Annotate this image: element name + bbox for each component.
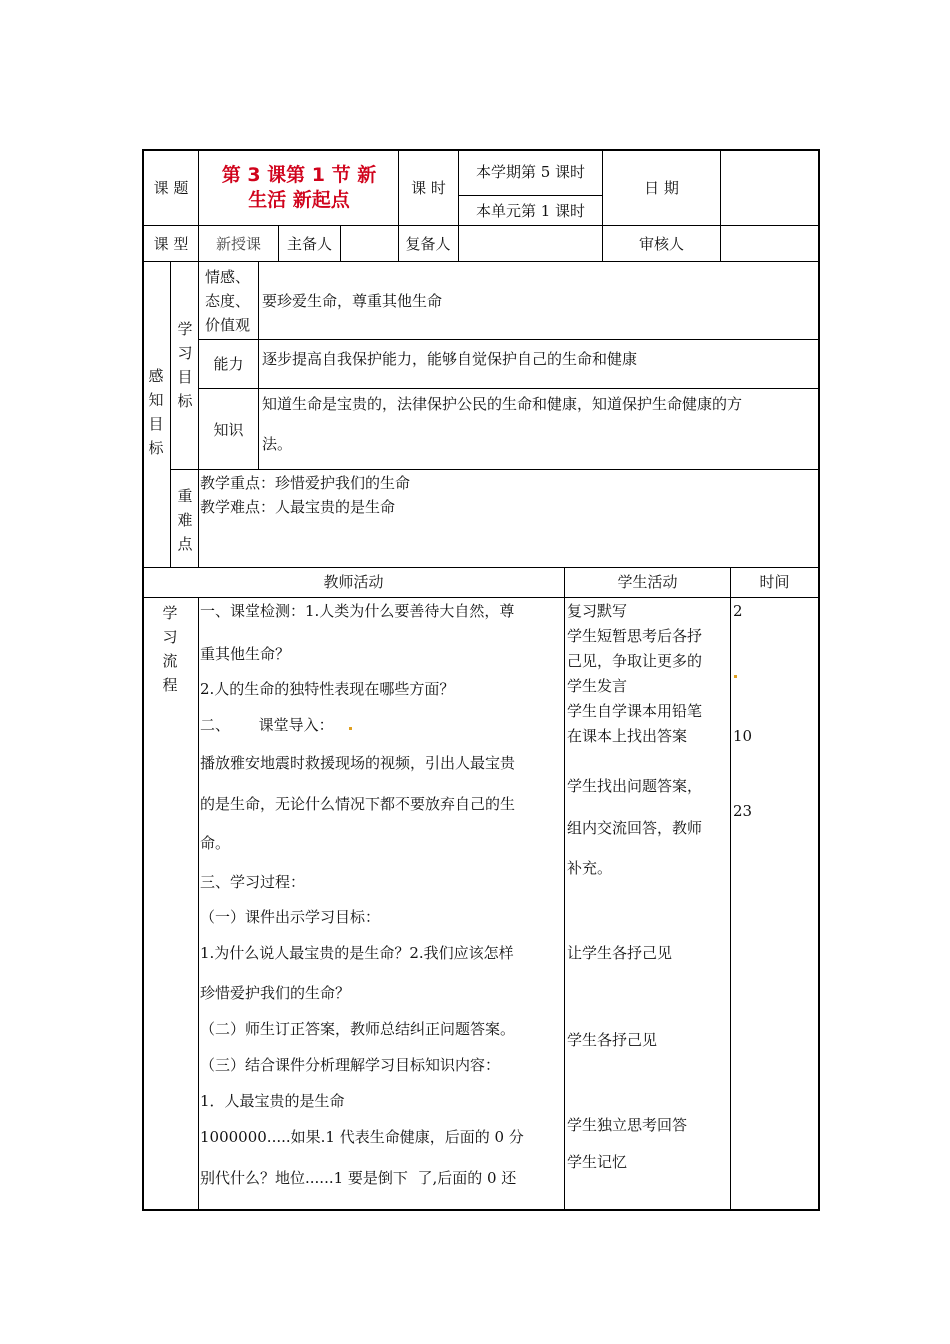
teacher-line: 播放雅安地震时救援现场的视频，引出人最宝贵 — [200, 754, 516, 772]
vline — [730, 567, 731, 1210]
teacher-line: 1．人最宝贵的是生命 — [200, 1092, 345, 1110]
vline — [198, 261, 199, 567]
type-value: 新授课 — [215, 235, 261, 253]
teacher-line: 命。 — [200, 834, 231, 852]
header-row-divider — [142, 225, 820, 226]
teacher-line: 1.为什么说人最宝贵的是生命？2.我们应该怎样 — [200, 944, 514, 962]
difficult-point: 教学难点：人最宝贵的是生命 — [200, 498, 396, 516]
teacher-line: 二、 课堂导入： — [200, 716, 334, 734]
emotion-label-3: 价值观 — [205, 316, 251, 334]
student-line: 己见，争取让更多的 — [567, 652, 703, 670]
type-row-divider — [142, 261, 820, 262]
vline — [170, 261, 171, 567]
vline — [340, 225, 341, 262]
teacher-line: 的是生命，无论什么情况下都不要放弃自己的生 — [200, 795, 516, 813]
speck — [734, 675, 737, 678]
lesson-title-line2: 生活 新起点 — [248, 189, 350, 211]
teacher-line: （一）课件出示学习目标： — [200, 908, 381, 926]
lesson-title-line1: 第 3 课第 1 节 新 — [221, 164, 377, 186]
table-border-bottom — [142, 1209, 820, 1211]
student-line: 复习默写 — [567, 602, 628, 620]
student-line: 学生发言 — [567, 677, 628, 695]
teacher-line: 别代什么？地位......1 要是倒下 了,后面的 0 还 — [200, 1169, 517, 1187]
learning-goals-label: 学习目标 — [177, 320, 193, 410]
student-line: 在课本上找出答案 — [567, 727, 688, 745]
teacher-line: 一、课堂检测：1.人类为什么要善待大自然，尊 — [200, 602, 515, 620]
table-border-top — [142, 149, 820, 151]
knowledge-text-line1: 知道生命是宝贵的，法律保护公民的生命和健康，知道保护生命健康的方 — [262, 395, 743, 413]
teacher-line: 重其他生命？ — [200, 645, 291, 663]
hline — [142, 597, 820, 598]
hline — [142, 567, 820, 568]
hline — [170, 469, 820, 470]
teacher-line: （三）结合课件分析理解学习目标知识内容： — [200, 1056, 501, 1074]
teacher-activity-header: 教师活动 — [323, 573, 384, 591]
student-line: 学生短暂思考后各抒 — [567, 627, 703, 645]
main-prep-label: 主备人 — [286, 235, 332, 253]
teacher-line: 珍惜爱护我们的生命？ — [200, 984, 351, 1002]
student-line: 让学生各抒己见 — [567, 944, 673, 962]
time-value: 2 — [733, 602, 743, 620]
vline — [258, 261, 259, 470]
vline — [564, 567, 565, 1210]
student-line: 学生自学课本用铅笔 — [567, 702, 703, 720]
time-value: 10 — [733, 727, 753, 745]
teacher-line: 1000000.....如果.1 代表生命健康，后面的 0 分 — [200, 1128, 524, 1146]
vline — [198, 597, 199, 1210]
hline — [198, 388, 820, 389]
key-point: 教学重点：珍惜爱护我们的生命 — [200, 474, 411, 492]
emotion-label-1: 情感、 — [205, 268, 251, 286]
student-line: 学生记忆 — [567, 1153, 628, 1171]
vline — [720, 149, 721, 262]
student-line: 学生各抒己见 — [567, 1031, 658, 1049]
knowledge-text-line2: 法。 — [262, 435, 293, 453]
teacher-line: （二）师生订正答案，教师总结纠正问题答案。 — [200, 1020, 516, 1038]
subject-label: 课 题 — [153, 179, 189, 197]
teacher-line: 三、学习过程： — [200, 873, 306, 891]
knowledge-label: 知识 — [213, 421, 244, 439]
teacher-line: 2.人的生命的独特性表现在哪些方面？ — [200, 680, 455, 698]
emotion-text: 要珍爱生命，尊重其他生命 — [262, 292, 443, 310]
time-header: 时间 — [759, 573, 790, 591]
table-border-right — [818, 149, 820, 1211]
key-difficult-label: 重难点 — [177, 487, 193, 553]
student-line: 组内交流回答，教师 — [567, 819, 703, 837]
co-prep-label: 复备人 — [405, 235, 451, 253]
type-label: 课 型 — [153, 235, 189, 253]
process-label: 学习流程 — [162, 604, 178, 694]
semester-period: 本学期第 5 课时 — [475, 163, 586, 181]
student-line: 学生独立思考回答 — [567, 1116, 688, 1134]
reviewer-label: 审核人 — [638, 235, 684, 253]
period-split-divider — [458, 195, 602, 196]
objectives-group-label: 感知目标 — [148, 367, 164, 457]
period-label: 课 时 — [411, 179, 446, 197]
student-line: 学生找出问题答案， — [567, 777, 703, 795]
speck — [349, 727, 352, 730]
ability-label: 能力 — [213, 355, 244, 373]
hline — [198, 339, 820, 340]
date-label: 日 期 — [644, 179, 679, 197]
student-activity-header: 学生活动 — [617, 573, 678, 591]
student-line: 补充。 — [567, 859, 613, 877]
ability-text: 逐步提高自我保护能力，能够自觉保护自己的生命和健康 — [262, 350, 638, 368]
time-value: 23 — [733, 802, 753, 820]
unit-period: 本单元第 1 课时 — [475, 202, 586, 220]
emotion-label-2: 态度、 — [205, 292, 251, 310]
table-border-left — [142, 149, 144, 1211]
